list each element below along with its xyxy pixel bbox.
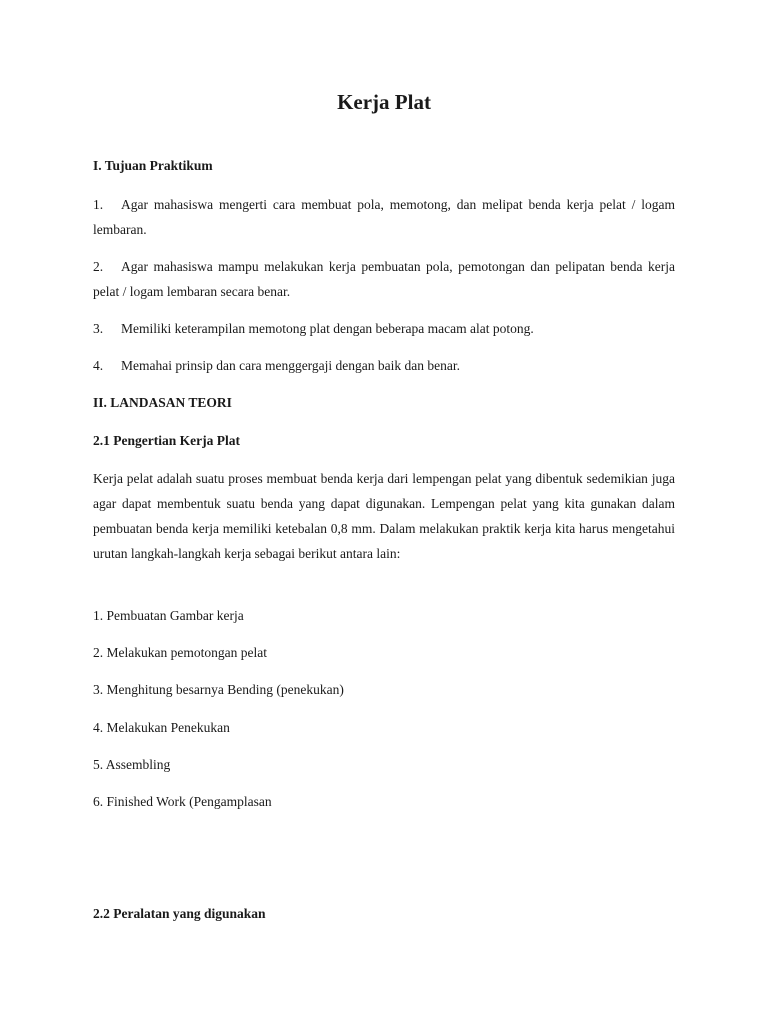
objective-number: 4. [93, 358, 104, 373]
section-heading-landasan-teori: II. LANDASAN TEORI [93, 395, 232, 410]
step-item-4: 4. Melakukan Penekukan [93, 720, 230, 735]
objective-number: 1. [93, 197, 104, 212]
objective-number: 3. [93, 321, 104, 336]
document-page [93, 0, 675, 1024]
objective-item-3 [93, 320, 534, 338]
objective-text: Agar mahasiswa mampu melakukan kerja pembuatan pola, pemotongan dan pelipatan benda kerja pelat / logam lembaran secara benar. [93, 259, 675, 299]
objective-text: Memiliki keterampilan memotong plat dengan beberapa macam alat potong. [121, 321, 534, 336]
document-title: Kerja Plat [337, 90, 431, 114]
objective-item-1 [93, 192, 675, 242]
step-item-2: 2. Melakukan pemotongan pelat [93, 645, 267, 660]
objective-number: 2. [93, 259, 104, 274]
definition-paragraph: Kerja pelat adalah suatu proses membuat benda kerja dari lempengan pelat yang dibentuk sedemikian juga agar dapat membentuk suatu benda yang dapat digunakan. Lempengan pelat yang kita gunakan dalam pembuatan benda kerja memiliki ketebalan 0,8 mm. Dalam melakukan praktik kerja kita harus mengetahui urutan langkah-langkah kerja sebagai berikut antara lain: [93, 471, 675, 561]
step-item-5: 5. Assembling [93, 757, 171, 772]
step-item-6: 6. Finished Work (Pengamplasan [93, 794, 272, 809]
step-item-1: 1. Pembuatan Gambar kerja [93, 608, 244, 623]
objective-text: Agar mahasiswa mengerti cara membuat pola, memotong, dan melipat benda kerja pelat / logam lembaran. [93, 197, 675, 237]
step-item-3: 3. Menghitung besarnya Bending (penekukan) [93, 682, 344, 697]
objective-text: Memahai prinsip dan cara menggergaji dengan baik dan benar. [121, 358, 461, 373]
subsection-heading-peralatan: 2.2 Peralatan yang digunakan [93, 906, 266, 921]
objective-item-4 [93, 357, 460, 375]
objective-item-2 [93, 254, 675, 304]
section-heading-tujuan: I. Tujuan Praktikum [93, 158, 213, 173]
subsection-heading-pengertian: 2.1 Pengertian Kerja Plat [93, 433, 240, 448]
